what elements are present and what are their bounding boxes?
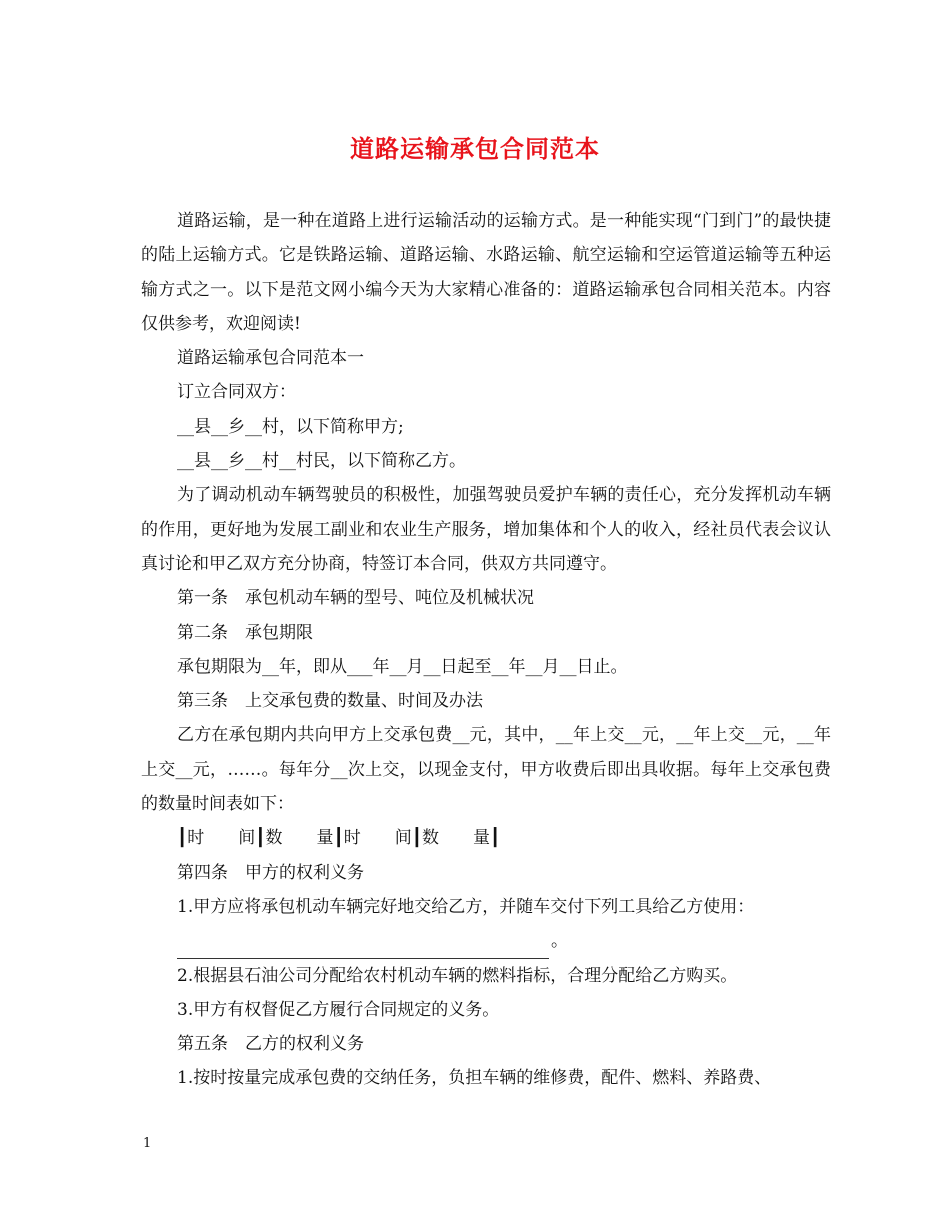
- contract-term-line: 承包期限为__年，即从___年__月__日起至__年__月__日止。: [177, 656, 628, 677]
- article-5-heading: 第五条 乙方的权利义务: [177, 1034, 364, 1055]
- tools-blank-suffix: 。: [551, 931, 568, 952]
- tools-blank-field: [177, 936, 549, 959]
- tools-clause: 1.甲方应将承包机动车辆完好地交给乙方，并随车交付下列工具给乙方使用：: [177, 896, 755, 917]
- article-2-heading: 第二条 承包期限: [177, 622, 313, 643]
- article-4-heading: 第四条 甲方的权利义务: [177, 862, 364, 883]
- supervision-clause: 3.甲方有权督促乙方履行合同规定的义务。: [177, 999, 500, 1020]
- parties-label: 订立合同双方：: [177, 382, 296, 403]
- party-a-line: __县__乡__村，以下简称甲方;: [177, 416, 404, 437]
- section-heading: 道路运输承包合同范本一: [177, 348, 364, 369]
- intro-paragraph: 道路运输，是一种在道路上进行运输活动的运输方式。是一种能实现“门到门”的最快捷的陆上运输方式。它是铁路运输、道路运输、水路运输、航空运输和空运管道运输等五种运输方式之一。以下是范文网小编今天为大家精心准备的：道路运输承包合同相关范本。内容仅供参考，欢迎阅读!: [141, 211, 831, 334]
- fee-schedule-table-header: ┃时 间┃数 量┃时 间┃数 量┃: [177, 828, 501, 849]
- purpose-paragraph: 为了调动机动车辆驾驶员的积极性，加强驾驶员爱护车辆的责任心，充分发挥机动车辆的作用，更好地为发展工副业和农业生产服务，增加集体和个人的收入，经社员代表会议认真讨论和甲乙双方充分协商，特签订本合同，供双方共同遵守。: [141, 485, 831, 574]
- obligation-clause: 1.按时按量完成承包费的交纳任务，负担车辆的维修费，配件、燃料、养路费、: [177, 1068, 772, 1089]
- party-b-line: __县__乡__村__村民，以下简称乙方。: [177, 451, 466, 472]
- fuel-clause: 2.根据县石油公司分配给农村机动车辆的燃料指标，合理分配给乙方购买。: [177, 965, 738, 986]
- article-1-heading: 第一条 承包机动车辆的型号、吨位及机械状况: [177, 588, 534, 609]
- page-number: 1: [143, 1136, 152, 1151]
- document-title: 道路运输承包合同范本: [350, 134, 600, 163]
- tools-blank-line: [141, 924, 831, 958]
- article-3-heading: 第三条 上交承包费的数量、时间及办法: [177, 691, 483, 712]
- document-body: [141, 204, 831, 1096]
- fee-paragraph: 乙方在承包期内共向甲方上交承包费__元，其中，__年上交__元，__年上交__元，__年上交__元，……。每年分__次上交，以现金支付，甲方收费后即出具收据。每年上交承包费的数量时间表如下：: [141, 725, 831, 815]
